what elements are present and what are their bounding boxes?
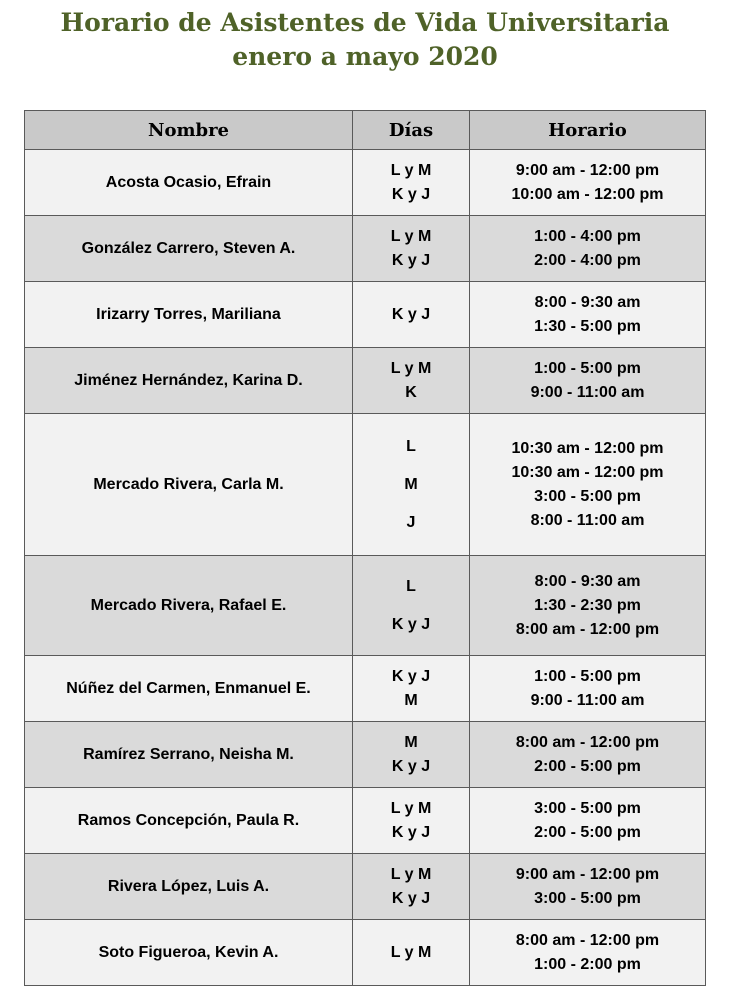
- horario-line: 1:00 - 5:00 pm: [534, 359, 641, 377]
- cell-nombre: Acosta Ocasio, Efrain: [25, 150, 353, 216]
- horario-line: 8:00 am - 12:00 pm: [515, 620, 660, 638]
- cell-dias: [353, 722, 470, 788]
- cell-nombre: Mercado Rivera, Carla M.: [25, 414, 353, 556]
- dias-line: L y M: [390, 943, 432, 961]
- cell-horario: [470, 656, 706, 722]
- cell-dias: [353, 282, 470, 348]
- horario-line: 8:00 am - 12:00 pm: [515, 931, 660, 949]
- horario-line: 9:00 am - 12:00 pm: [515, 865, 660, 883]
- title-line-2: enero a mayo 2020: [232, 42, 498, 71]
- table-row: [25, 854, 706, 920]
- horario-line: 8:00 am - 12:00 pm: [515, 733, 660, 751]
- horario-line: 9:00 - 11:00 am: [530, 383, 645, 401]
- dias-line: L y M: [390, 227, 432, 245]
- dias-line: L: [406, 577, 416, 595]
- dias-line: K: [405, 383, 417, 401]
- header-nombre: Nombre: [25, 111, 353, 150]
- cell-nombre: Jiménez Hernández, Karina D.: [25, 348, 353, 414]
- horario-line: 1:00 - 2:00 pm: [534, 955, 641, 973]
- table-row: [25, 348, 706, 414]
- cell-nombre: González Carrero, Steven A.: [25, 216, 353, 282]
- table-row: [25, 216, 706, 282]
- table-header-row: [25, 111, 706, 150]
- dias-line: K y J: [391, 823, 431, 841]
- cell-nombre: Irizarry Torres, Mariliana: [25, 282, 353, 348]
- cell-nombre: Soto Figueroa, Kevin A.: [25, 920, 353, 986]
- cell-nombre: Rivera López, Luis A.: [25, 854, 353, 920]
- dias-line: J: [406, 513, 416, 531]
- dias-line: L y M: [390, 799, 432, 817]
- cell-dias: [353, 920, 470, 986]
- dias-line: K y J: [391, 305, 431, 323]
- horario-line: 10:30 am - 12:00 pm: [511, 463, 664, 481]
- cell-nombre: Núñez del Carmen, Enmanuel E.: [25, 656, 353, 722]
- horario-line: 10:30 am - 12:00 pm: [511, 439, 664, 457]
- table-row: [25, 656, 706, 722]
- horario-line: 9:00 am - 12:00 pm: [515, 161, 660, 179]
- horario-line: 10:00 am - 12:00 pm: [511, 185, 664, 203]
- horario-line: 9:00 - 11:00 am: [530, 691, 645, 709]
- cell-dias: [353, 788, 470, 854]
- horario-line: 2:00 - 5:00 pm: [534, 757, 641, 775]
- horario-line: 3:00 - 5:00 pm: [534, 799, 641, 817]
- cell-dias: [353, 414, 470, 556]
- horario-line: 3:00 - 5:00 pm: [534, 487, 641, 505]
- dias-line: K y J: [391, 185, 431, 203]
- horario-line: 2:00 - 5:00 pm: [534, 823, 641, 841]
- header-dias: Días: [353, 111, 470, 150]
- dias-line: K y J: [391, 889, 431, 907]
- horario-line: 1:30 - 2:30 pm: [534, 596, 641, 614]
- cell-horario: [470, 414, 706, 556]
- dias-line: K y J: [391, 251, 431, 269]
- dias-line: M: [404, 733, 418, 751]
- cell-horario: [470, 150, 706, 216]
- dias-line: K y J: [391, 667, 431, 685]
- dias-line: K y J: [391, 615, 431, 633]
- table-row: [25, 788, 706, 854]
- horario-line: 1:30 - 5:00 pm: [534, 317, 641, 335]
- cell-dias: [353, 150, 470, 216]
- table-row: [25, 556, 706, 656]
- horario-line: 8:00 - 9:30 am: [534, 572, 641, 590]
- horario-line: 8:00 - 11:00 am: [530, 511, 645, 529]
- cell-dias: [353, 556, 470, 656]
- dias-line: M: [404, 475, 418, 493]
- table-row: [25, 722, 706, 788]
- cell-horario: [470, 282, 706, 348]
- cell-horario: [470, 788, 706, 854]
- schedule-table: [24, 110, 706, 986]
- horario-line: 1:00 - 4:00 pm: [534, 227, 641, 245]
- table-row: [25, 282, 706, 348]
- cell-nombre: Ramos Concepción, Paula R.: [25, 788, 353, 854]
- dias-line: L y M: [390, 359, 432, 377]
- cell-dias: [353, 656, 470, 722]
- table-row: [25, 414, 706, 556]
- cell-nombre: Mercado Rivera, Rafael E.: [25, 556, 353, 656]
- dias-line: L: [406, 437, 416, 455]
- cell-horario: [470, 722, 706, 788]
- horario-line: 1:00 - 5:00 pm: [534, 667, 641, 685]
- cell-dias: [353, 348, 470, 414]
- cell-horario: [470, 216, 706, 282]
- cell-dias: [353, 854, 470, 920]
- cell-horario: [470, 348, 706, 414]
- cell-horario: [470, 556, 706, 656]
- header-horario: Horario: [470, 111, 706, 150]
- page-title: [0, 6, 730, 74]
- dias-line: L y M: [390, 865, 432, 883]
- title-line-1: Horario de Asistentes de Vida Universitaria: [60, 8, 670, 37]
- dias-line: L y M: [390, 161, 432, 179]
- cell-nombre: Ramírez Serrano, Neisha M.: [25, 722, 353, 788]
- horario-line: 8:00 - 9:30 am: [534, 293, 641, 311]
- cell-dias: [353, 216, 470, 282]
- table-row: [25, 920, 706, 986]
- horario-line: 2:00 - 4:00 pm: [534, 251, 641, 269]
- dias-line: K y J: [391, 757, 431, 775]
- dias-line: M: [404, 691, 418, 709]
- table-row: [25, 150, 706, 216]
- cell-horario: [470, 854, 706, 920]
- cell-horario: [470, 920, 706, 986]
- horario-line: 3:00 - 5:00 pm: [534, 889, 641, 907]
